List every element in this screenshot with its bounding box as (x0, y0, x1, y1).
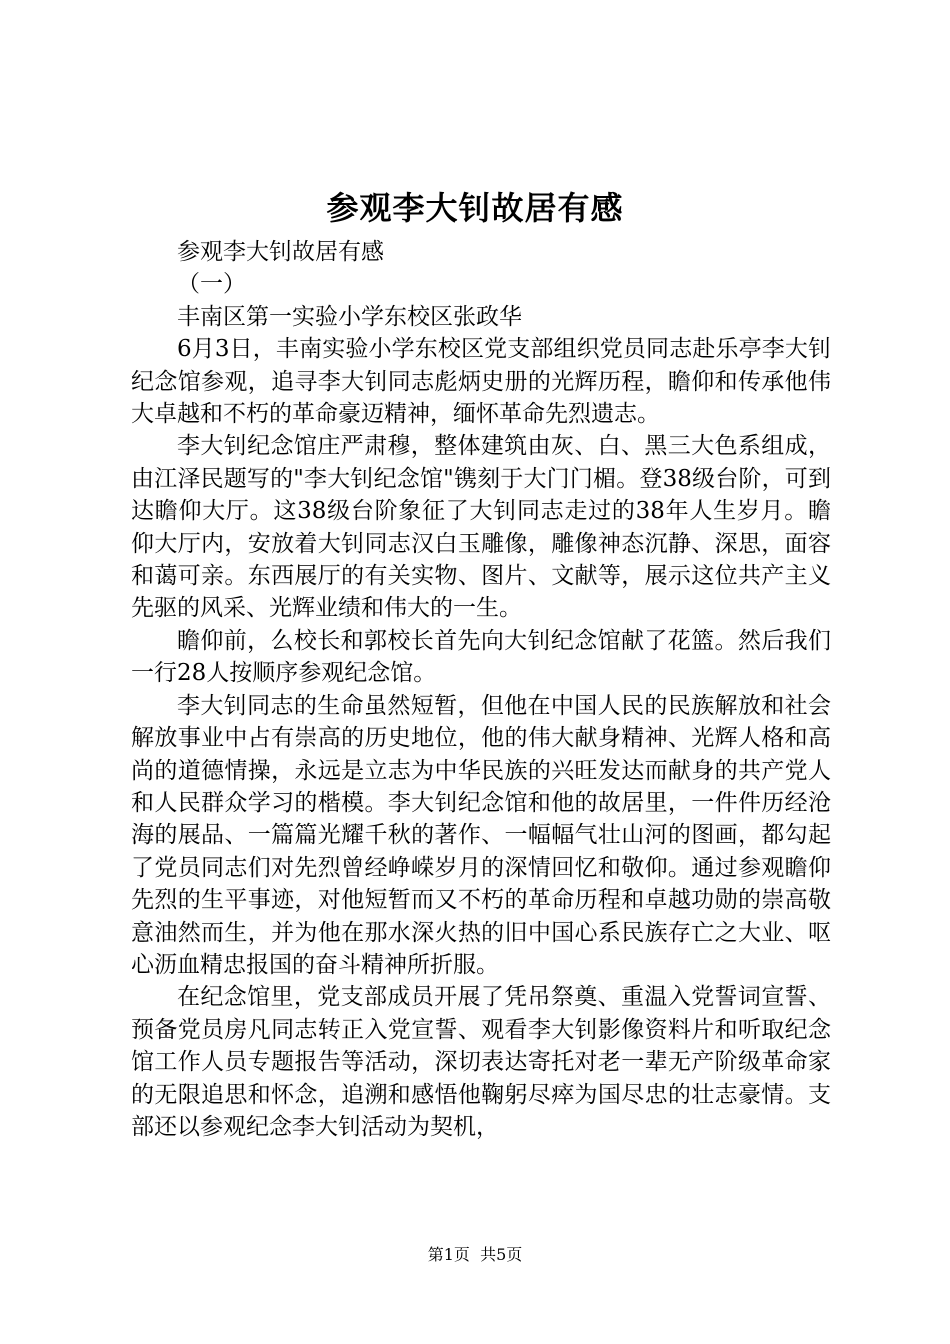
body-paragraph: 李大钊纪念馆庄严肃穆，整体建筑由灰、白、黑三大色系组成，由江泽民题写的"李大钊纪念馆"镌刻于大门门楣。登38级台阶，可到达瞻仰大厅。这38级台阶象征了大钊同志走过的38年人生岁月。瞻仰大厅内，安放着大钊同志汉白玉雕像，雕像神态沉静、深思，面容和蔼可亲。东西展厅的有关实物、图片、文献等，展示这位共产主义先驱的风采、光辉业绩和伟大的一生。 (131, 433, 831, 622)
section-number: （一） (177, 271, 246, 298)
body-paragraph: 瞻仰前，么校长和郭校长首先向大钊纪念馆献了花篮。然后我们一行28人按顺序参观纪念馆。 (131, 627, 831, 687)
body-paragraph: 在纪念馆里，党支部成员开展了凭吊祭奠、重温入党誓词宣誓、预备党员房凡同志转正入党宣誓、观看李大钊影像资料片和听取纪念馆工作人员专题报告等活动，深切表达寄托对老一辈无产阶级革命家的无限追思和怀念，追溯和感悟他鞠躬尽瘁为国尽忠的壮志豪情。支部还以参观纪念李大钊活动为契机， (131, 984, 831, 1140)
page-footer (0, 1244, 950, 1266)
document-body (131, 236, 831, 1143)
page-number: 第1页 (427, 1245, 470, 1264)
body-paragraph: 李大钊同志的生命虽然短暂，但他在中国人民的民族解放和社会解放事业中占有崇高的历史地位，他的伟大献身精神、光辉人格和高尚的道德情操，永远是立志为中华民族的兴旺发达而献身的共产党人和人民群众学习的楷模。李大钊纪念馆和他的故居里，一件件历经沧海的展品、一篇篇光耀千秋的著作、一幅幅气壮山河的图画，都勾起了党员同志们对先烈曾经峥嵘岁月的深情回忆和敬仰。通过参观瞻仰先烈的生平事迹，对他短暂而又不朽的革命历程和卓越功勋的崇高敬意油然而生，并为他在那水深火热的旧中国心系民族存亡之大业、呕心沥血精忠报国的奋斗精神所折服。 (131, 692, 831, 978)
total-pages: 共5页 (480, 1245, 523, 1264)
subtitle-paragraph: 参观李大钊故居有感 (177, 239, 384, 265)
document-title: 参观李大钊故居有感 (326, 189, 624, 227)
body-paragraph: 6月3日，丰南实验小学东校区党支部组织党员同志赴乐亭李大钊纪念馆参观，追寻李大钊同志彪炳史册的光辉历程，瞻仰和传承他伟大卓越和不朽的革命豪迈精神，缅怀革命先烈遗志。 (131, 336, 831, 428)
author-line: 丰南区第一实验小学东校区张政华 (177, 303, 522, 330)
